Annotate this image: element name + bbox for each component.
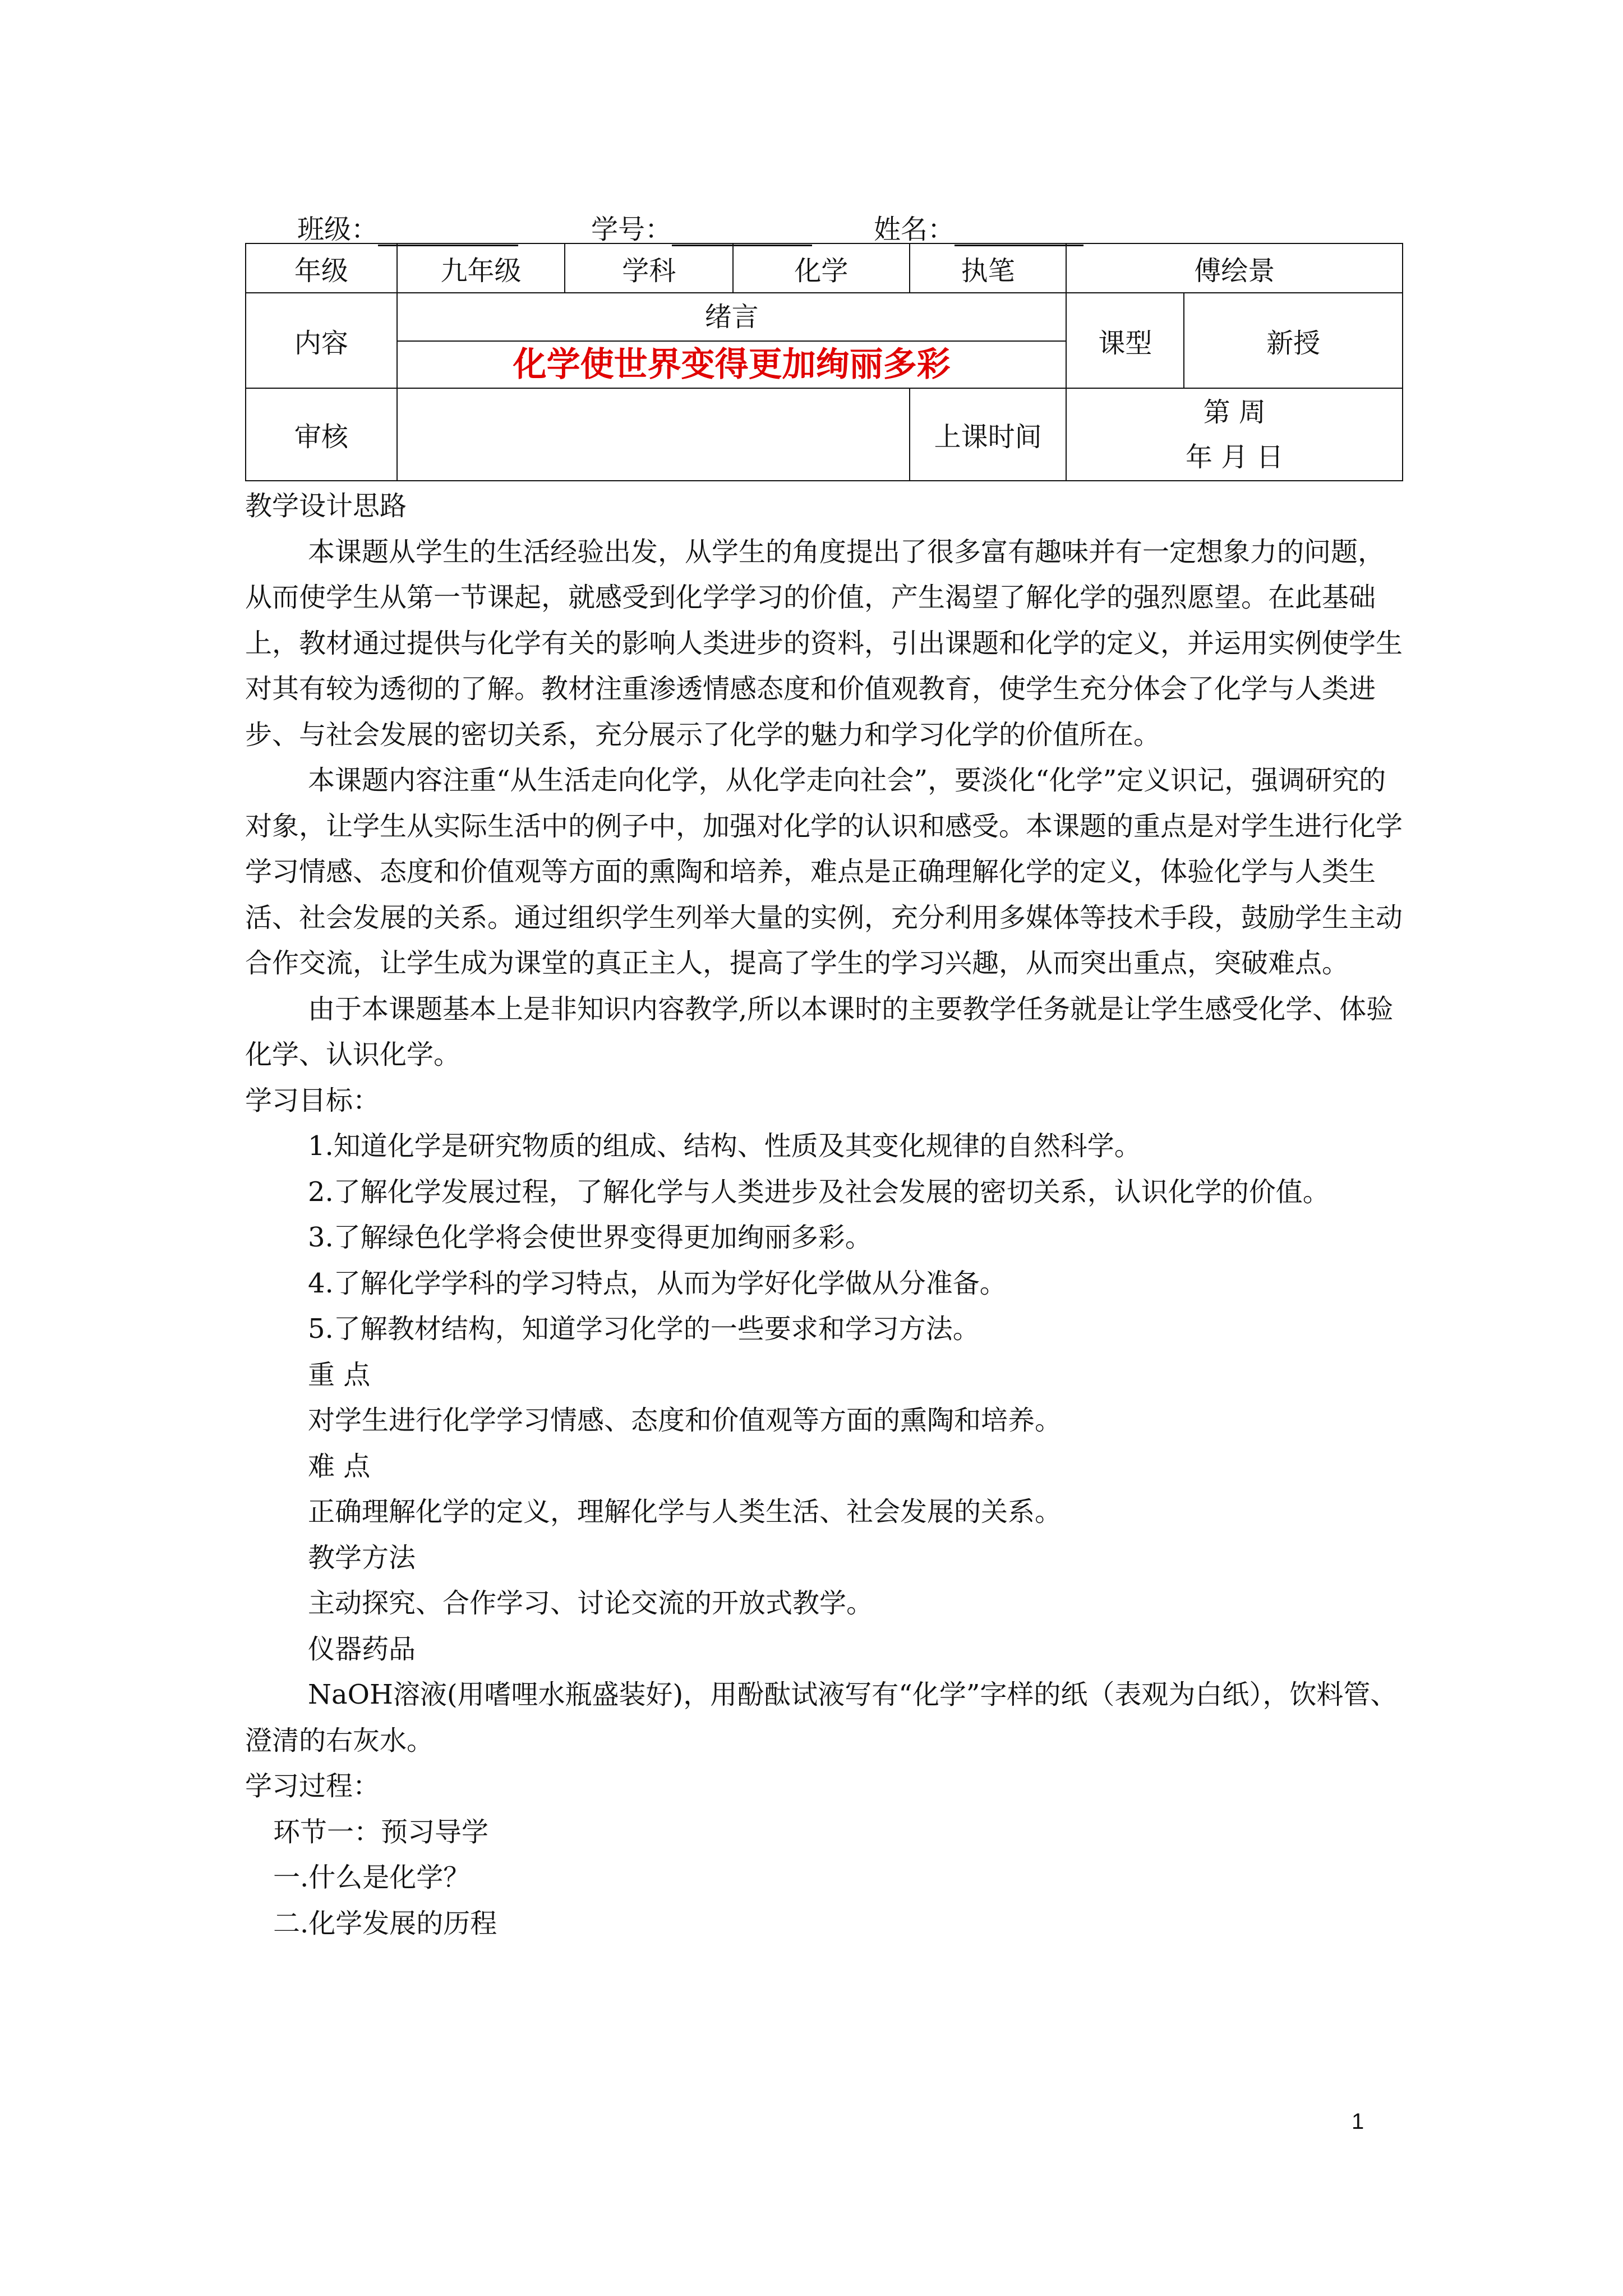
design-heading: 教学设计思路 <box>245 490 407 522</box>
name-label: 姓名： <box>874 214 955 245</box>
grade-value: 九年级 <box>397 243 565 293</box>
goal-item: 4.了解化学学科的学习特点，从而为学好化学做从分准备。 <box>308 1267 1007 1299</box>
time-date: 年 月 日 <box>1185 441 1284 473</box>
goal-item: 5.了解教材结构，知道学习化学的一些要求和学习方法。 <box>308 1313 980 1345</box>
equipment-heading: 仪器药品 <box>308 1633 416 1665</box>
equipment-text: NaOH溶液(用嗜哩水瓶盛装好)，用酚酞试液写有“化学”字样的纸（表观为白纸），饮料管、澄清的右灰水。 <box>245 1679 1398 1756</box>
key-heading: 重 点 <box>308 1359 371 1391</box>
time-label: 上课时间 <box>910 388 1067 481</box>
process-item: 环节一：预习导学 <box>273 1816 489 1848</box>
goals-heading: 学习目标： <box>245 1084 380 1116</box>
method-text: 主动探究、合作学习、讨论交流的开放式教学。 <box>308 1588 874 1619</box>
name-blank <box>955 217 1083 246</box>
class-blank <box>378 217 518 246</box>
time-week: 第 周 <box>1203 396 1266 428</box>
goal-item: 1.知道化学是研究物质的组成、结构、性质及其变化规律的自然科学。 <box>308 1130 1141 1162</box>
difficult-text: 正确理解化学的定义，理解化学与人类生活、社会发展的关系。 <box>308 1496 1062 1527</box>
content-subtitle: 绪言 <box>398 293 1066 342</box>
document-body <box>245 484 1409 1947</box>
author-label: 执笔 <box>910 243 1067 293</box>
process-item: 一.什么是化学？ <box>273 1862 471 1893</box>
header-row-content <box>246 293 1403 388</box>
number-blank <box>672 217 812 246</box>
header-row-grade <box>246 243 1403 293</box>
process-heading: 学习过程： <box>245 1770 380 1802</box>
review-value <box>397 388 910 481</box>
student-info-fields <box>297 208 1083 246</box>
subject-label: 学科 <box>565 243 733 293</box>
subject-value: 化学 <box>733 243 910 293</box>
process-item: 二.化学发展的历程 <box>273 1907 497 1939</box>
goal-item: 3.了解绿色化学将会使世界变得更加绚丽多彩。 <box>308 1222 872 1253</box>
key-text: 对学生进行化学学习情感、态度和价值观等方面的熏陶和培养。 <box>308 1405 1062 1436</box>
lesson-header-table <box>245 243 1403 481</box>
design-paragraph-2: 本课题内容注重“从生活走向化学，从化学走向社会”，要淡化“化学”定义识记，强调研究的对象，让学生从实际生活中的例子中，加强对化学的认识和感受。本课题的重点是对学生进行化学学习情感、态度和价值观等方面的熏陶和培养，难点是正确理解化学的定义，体验化学与人类生活、社会发展的关系。通过组织学生列举大量的实例，充分利用多媒体等技术手段，鼓励学生主动合作交流，让学生成为课堂的真正主人，提高了学生的学习兴趣，从而突出重点，突破难点。 <box>245 765 1403 979</box>
goal-item: 2.了解化学发展过程，了解化学与人类进步及社会发展的密切关系，认识化学的价值。 <box>308 1176 1330 1208</box>
time-value <box>1066 388 1403 481</box>
author-value: 傅绘景 <box>1066 243 1403 293</box>
lesson-type-value: 新授 <box>1184 293 1403 388</box>
content-label: 内容 <box>246 293 397 388</box>
design-paragraph-1: 本课题从学生的生活经验出发，从学生的角度提出了很多富有趣味并有一定想象力的问题，从而使学生从第一节课起，就感受到化学学习的价值，产生渴望了解化学的强烈愿望。在此基础上，教材通过提供与化学有关的影响人类进步的资料，引出课题和化学的定义，并运用实例使学生对其有较为透彻的了解。教材注重渗透情感态度和价值观教育，使学生充分体会了化学与人类进步、与社会发展的密切关系，充分展示了化学的魅力和学习化学的价值所在。 <box>245 536 1403 751</box>
design-paragraph-3: 由于本课题基本上是非知识内容教学,所以本课时的主要教学任务就是让学生感受化学、体验化学、认识化学。 <box>245 993 1394 1070</box>
class-label: 班级： <box>297 214 379 245</box>
difficult-heading: 难 点 <box>308 1450 371 1482</box>
page-number: 1 <box>1352 2109 1364 2134</box>
header-row-review <box>246 388 1403 481</box>
content-cell <box>397 293 1067 388</box>
method-heading: 教学方法 <box>308 1542 416 1573</box>
number-label: 学号： <box>591 214 672 245</box>
review-label: 审核 <box>246 388 397 481</box>
lesson-type-label: 课型 <box>1066 293 1184 388</box>
content-title: 化学使世界变得更加绚丽多彩 <box>513 345 951 384</box>
grade-label: 年级 <box>246 243 397 293</box>
